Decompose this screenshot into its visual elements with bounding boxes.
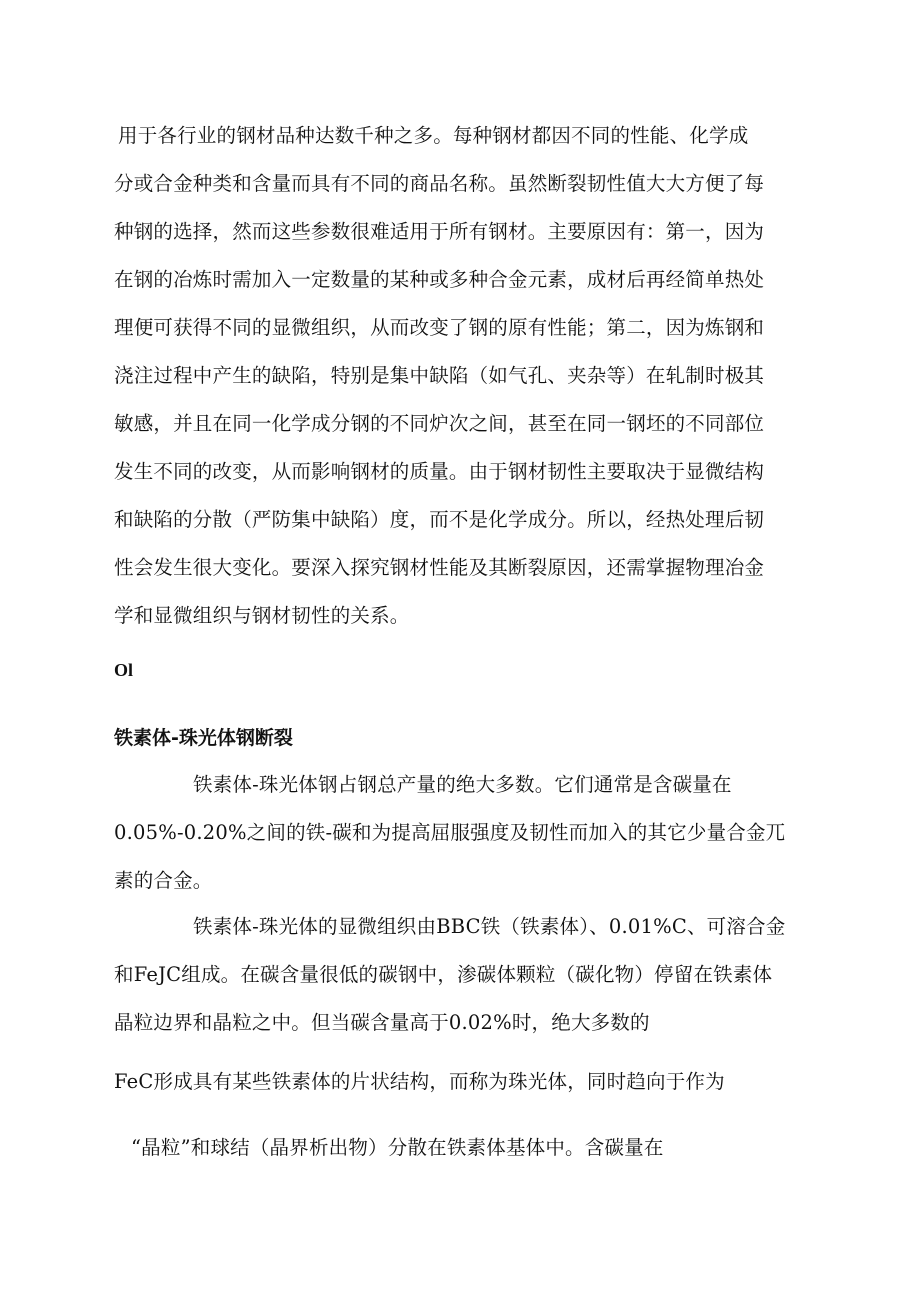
text-line: 和FeJC组成。在碳含量很低的碳钢中，渗碳体颗粒（碳化物）停留在铁素体 (114, 963, 773, 986)
section-heading: 铁素体-珠光体钢断裂 (114, 727, 293, 749)
text-line: 用于各行业的钢材品种达数千种之多。每种钢材都因不同的性能、化学成 (118, 124, 749, 147)
text-line: 性会发生很大变化。要深入探究钢材性能及其断裂原因，还需掌握物理冶金 (114, 556, 765, 579)
text-line: 种钢的选择，然而这些参数很难适用于所有钢材。主要原因有：第一，因为 (114, 220, 765, 243)
text-line: 理便可获得不同的显微组织，从而改变了钢的原有性能；第二，因为炼钢和 (114, 316, 765, 339)
text-line: 和缺陷的分散（严防集中缺陷）度，而不是化学成分。所以，经热处理后韧 (114, 508, 765, 531)
text-line: 素的合金。 (114, 869, 213, 892)
text-line: 铁素体-珠光体的显微组织由BBC铁（铁素体）、0.01%C、可溶合金 (193, 915, 786, 938)
text-line: 浇注过程中产生的缺陷，特别是集中缺陷（如气孔、夹杂等）在轧制时极其 (114, 364, 765, 387)
text-line: 晶粒边界和晶粒之中。但当碳含量高于0.02%时，绝大多数的 (114, 1011, 650, 1034)
text-line: 发生不同的改变，从而影响钢材的质量。由于钢材韧性主要取决于显微结构 (114, 460, 765, 483)
text-line: 铁素体-珠光体钢占钢总产量的绝大多数。它们通常是含碳量在 (193, 773, 732, 796)
section-number: Ol (114, 660, 134, 680)
text-line: 0.05%-0.20%之间的铁-碳和为提高屈服强度及韧性而加入的其它少量合金兀 (114, 821, 786, 844)
text-line: 敏感，并且在同一化学成分钢的不同炉次之间，甚至在同一钢坯的不同部位 (114, 412, 765, 435)
text-line: FeC形成具有某些铁素体的片状结构，而称为珠光体，同时趋向于作为 (114, 1070, 725, 1093)
text-line: 分或合金种类和含量而具有不同的商品名称。虽然断裂韧性值大大方便了每 (114, 172, 765, 195)
text-line: 学和显微组织与钢材韧性的关系。 (114, 604, 410, 627)
text-line: 在钢的冶炼时需加入一定数量的某种或多种合金元素，成材后再经简单热处 (114, 268, 765, 291)
text-line: “晶粒”和球结（晶界析出物）分散在铁素体基体中。含碳量在 (131, 1136, 664, 1159)
